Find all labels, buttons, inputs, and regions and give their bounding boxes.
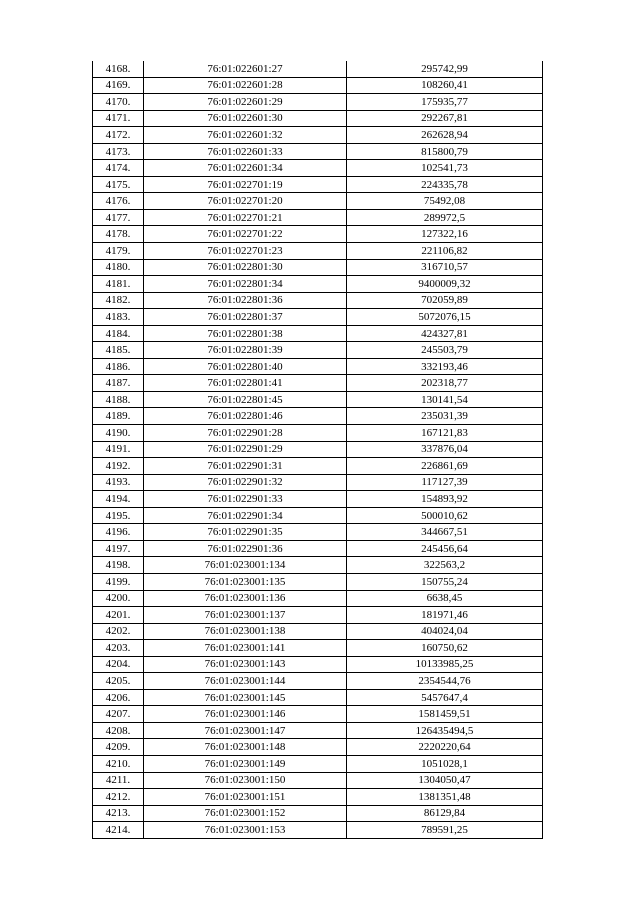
row-number: 4205. (93, 673, 144, 690)
table-row (93, 805, 543, 822)
table-row (93, 94, 543, 111)
cadastral-number: 76:01:022801:36 (144, 292, 347, 309)
cadastral-value: 295742,99 (347, 61, 543, 77)
table-row (93, 739, 543, 756)
cadastral-value: 175935,77 (347, 94, 543, 111)
cadastral-value: 322563,2 (347, 557, 543, 574)
table-row (93, 375, 543, 392)
row-number: 4184. (93, 325, 144, 342)
cadastral-number: 76:01:023001:143 (144, 656, 347, 673)
cadastral-value: 224335,78 (347, 176, 543, 193)
row-number: 4196. (93, 524, 144, 541)
row-number: 4186. (93, 358, 144, 375)
cadastral-value: 289972,5 (347, 209, 543, 226)
cadastral-number: 76:01:022801:45 (144, 391, 347, 408)
cadastral-value: 75492,08 (347, 193, 543, 210)
cadastral-value: 316710,57 (347, 259, 543, 276)
cadastral-number: 76:01:023001:136 (144, 590, 347, 607)
cadastral-value: 167121,83 (347, 425, 543, 442)
row-number: 4172. (93, 127, 144, 144)
cadastral-value: 424327,81 (347, 325, 543, 342)
cadastral-number: 76:01:022901:32 (144, 474, 347, 491)
row-number: 4212. (93, 789, 144, 806)
cadastral-number: 76:01:023001:135 (144, 573, 347, 590)
cadastral-number: 76:01:022901:34 (144, 507, 347, 524)
table-row (93, 772, 543, 789)
cadastral-number: 76:01:022801:46 (144, 408, 347, 425)
table-body (93, 61, 543, 838)
cadastral-number: 76:01:023001:146 (144, 706, 347, 723)
table-row (93, 689, 543, 706)
cadastral-value: 226861,69 (347, 458, 543, 475)
cadastral-number: 76:01:022901:29 (144, 441, 347, 458)
table-row (93, 673, 543, 690)
cadastral-number: 76:01:022801:37 (144, 309, 347, 326)
row-number: 4197. (93, 540, 144, 557)
cadastral-number: 76:01:022701:22 (144, 226, 347, 243)
cadastral-value: 202318,77 (347, 375, 543, 392)
table-row (93, 110, 543, 127)
cadastral-number: 76:01:022701:19 (144, 176, 347, 193)
table-row (93, 507, 543, 524)
row-number: 4191. (93, 441, 144, 458)
cadastral-value: 126435494,5 (347, 722, 543, 739)
cadastral-number: 76:01:022601:30 (144, 110, 347, 127)
cadastral-number: 76:01:022601:29 (144, 94, 347, 111)
document-page (92, 61, 542, 839)
cadastral-value: 181971,46 (347, 607, 543, 624)
row-number: 4187. (93, 375, 144, 392)
cadastral-value: 344667,51 (347, 524, 543, 541)
cadastral-value: 404024,04 (347, 623, 543, 640)
row-number: 4182. (93, 292, 144, 309)
table-row (93, 789, 543, 806)
table-row (93, 573, 543, 590)
table-row (93, 391, 543, 408)
row-number: 4209. (93, 739, 144, 756)
row-number: 4194. (93, 491, 144, 508)
cadastral-value: 5457647,4 (347, 689, 543, 706)
row-number: 4208. (93, 722, 144, 739)
row-number: 4174. (93, 160, 144, 177)
row-number: 4171. (93, 110, 144, 127)
cadastral-value: 130141,54 (347, 391, 543, 408)
table-row (93, 441, 543, 458)
cadastral-number: 76:01:023001:145 (144, 689, 347, 706)
row-number: 4183. (93, 309, 144, 326)
table-row (93, 176, 543, 193)
row-number: 4181. (93, 276, 144, 293)
cadastral-number: 76:01:022601:33 (144, 143, 347, 160)
table-row (93, 193, 543, 210)
cadastral-number: 76:01:022601:28 (144, 77, 347, 94)
cadastral-value: 500010,62 (347, 507, 543, 524)
table-row (93, 474, 543, 491)
table-row (93, 276, 543, 293)
row-number: 4179. (93, 243, 144, 260)
cadastral-value: 127322,16 (347, 226, 543, 243)
cadastral-number: 76:01:023001:137 (144, 607, 347, 624)
table-row (93, 590, 543, 607)
table-row (93, 623, 543, 640)
table-row (93, 226, 543, 243)
cadastral-value: 10133985,25 (347, 656, 543, 673)
row-number: 4207. (93, 706, 144, 723)
cadastral-value: 245503,79 (347, 342, 543, 359)
row-number: 4177. (93, 209, 144, 226)
cadastral-value: 337876,04 (347, 441, 543, 458)
cadastral-value: 150755,24 (347, 573, 543, 590)
table-row (93, 557, 543, 574)
row-number: 4195. (93, 507, 144, 524)
table-row (93, 640, 543, 657)
row-number: 4193. (93, 474, 144, 491)
row-number: 4180. (93, 259, 144, 276)
cadastral-value: 1304050,47 (347, 772, 543, 789)
row-number: 4188. (93, 391, 144, 408)
cadastral-value: 292267,81 (347, 110, 543, 127)
table-row (93, 822, 543, 839)
cadastral-value: 1581459,51 (347, 706, 543, 723)
cadastral-number: 76:01:022701:21 (144, 209, 347, 226)
cadastral-value: 262628,94 (347, 127, 543, 144)
cadastral-value: 2220220,64 (347, 739, 543, 756)
table-row (93, 358, 543, 375)
cadastral-value: 702059,89 (347, 292, 543, 309)
cadastral-value: 2354544,76 (347, 673, 543, 690)
cadastral-number: 76:01:023001:134 (144, 557, 347, 574)
row-number: 4185. (93, 342, 144, 359)
cadastral-number: 76:01:023001:151 (144, 789, 347, 806)
table-row (93, 342, 543, 359)
row-number: 4178. (93, 226, 144, 243)
cadastral-value: 108260,41 (347, 77, 543, 94)
cadastral-number: 76:01:022601:32 (144, 127, 347, 144)
table-row (93, 755, 543, 772)
cadastral-number: 76:01:022701:20 (144, 193, 347, 210)
row-number: 4173. (93, 143, 144, 160)
cadastral-number: 76:01:022901:36 (144, 540, 347, 557)
cadastral-number: 76:01:022901:33 (144, 491, 347, 508)
cadastral-value: 332193,46 (347, 358, 543, 375)
cadastral-number: 76:01:023001:141 (144, 640, 347, 657)
cadastral-value: 235031,39 (347, 408, 543, 425)
row-number: 4204. (93, 656, 144, 673)
cadastral-value: 117127,39 (347, 474, 543, 491)
row-number: 4201. (93, 607, 144, 624)
cadastral-value: 815800,79 (347, 143, 543, 160)
table-row (93, 309, 543, 326)
table-row (93, 127, 543, 144)
cadastral-number: 76:01:023001:149 (144, 755, 347, 772)
row-number: 4203. (93, 640, 144, 657)
cadastral-number: 76:01:023001:153 (144, 822, 347, 839)
row-number: 4213. (93, 805, 144, 822)
table-row (93, 722, 543, 739)
cadastral-value: 245456,64 (347, 540, 543, 557)
table-row (93, 292, 543, 309)
row-number: 4190. (93, 425, 144, 442)
table-row (93, 425, 543, 442)
cadastral-value: 1381351,48 (347, 789, 543, 806)
cadastral-table (92, 61, 543, 839)
cadastral-value: 1051028,1 (347, 755, 543, 772)
cadastral-number: 76:01:023001:148 (144, 739, 347, 756)
cadastral-value: 6638,45 (347, 590, 543, 607)
cadastral-value: 9400009,32 (347, 276, 543, 293)
table-row (93, 524, 543, 541)
table-row (93, 607, 543, 624)
cadastral-number: 76:01:022901:31 (144, 458, 347, 475)
row-number: 4175. (93, 176, 144, 193)
table-row (93, 408, 543, 425)
row-number: 4210. (93, 755, 144, 772)
row-number: 4202. (93, 623, 144, 640)
row-number: 4192. (93, 458, 144, 475)
cadastral-value: 102541,73 (347, 160, 543, 177)
cadastral-number: 76:01:022701:23 (144, 243, 347, 260)
cadastral-value: 160750,62 (347, 640, 543, 657)
table-row (93, 160, 543, 177)
cadastral-number: 76:01:022901:35 (144, 524, 347, 541)
row-number: 4214. (93, 822, 144, 839)
cadastral-number: 76:01:022601:27 (144, 61, 347, 77)
row-number: 4199. (93, 573, 144, 590)
cadastral-number: 76:01:022801:38 (144, 325, 347, 342)
row-number: 4169. (93, 77, 144, 94)
cadastral-number: 76:01:023001:150 (144, 772, 347, 789)
table-row (93, 77, 543, 94)
cadastral-number: 76:01:023001:138 (144, 623, 347, 640)
row-number: 4168. (93, 61, 144, 77)
cadastral-number: 76:01:022901:28 (144, 425, 347, 442)
cadastral-number: 76:01:023001:152 (144, 805, 347, 822)
cadastral-number: 76:01:022801:34 (144, 276, 347, 293)
table-row (93, 491, 543, 508)
cadastral-number: 76:01:022801:41 (144, 375, 347, 392)
table-row (93, 61, 543, 77)
cadastral-value: 221106,82 (347, 243, 543, 260)
cadastral-number: 76:01:022801:40 (144, 358, 347, 375)
row-number: 4198. (93, 557, 144, 574)
cadastral-value: 789591,25 (347, 822, 543, 839)
cadastral-number: 76:01:022601:34 (144, 160, 347, 177)
row-number: 4206. (93, 689, 144, 706)
table-row (93, 143, 543, 160)
table-row (93, 209, 543, 226)
table-row (93, 656, 543, 673)
row-number: 4189. (93, 408, 144, 425)
cadastral-number: 76:01:023001:147 (144, 722, 347, 739)
row-number: 4170. (93, 94, 144, 111)
table-row (93, 325, 543, 342)
table-row (93, 458, 543, 475)
row-number: 4176. (93, 193, 144, 210)
table-row (93, 706, 543, 723)
table-row (93, 243, 543, 260)
cadastral-value: 5072076,15 (347, 309, 543, 326)
cadastral-value: 154893,92 (347, 491, 543, 508)
cadastral-number: 76:01:022801:30 (144, 259, 347, 276)
row-number: 4211. (93, 772, 144, 789)
row-number: 4200. (93, 590, 144, 607)
table-row (93, 540, 543, 557)
table-row (93, 259, 543, 276)
cadastral-value: 86129,84 (347, 805, 543, 822)
cadastral-number: 76:01:022801:39 (144, 342, 347, 359)
cadastral-number: 76:01:023001:144 (144, 673, 347, 690)
